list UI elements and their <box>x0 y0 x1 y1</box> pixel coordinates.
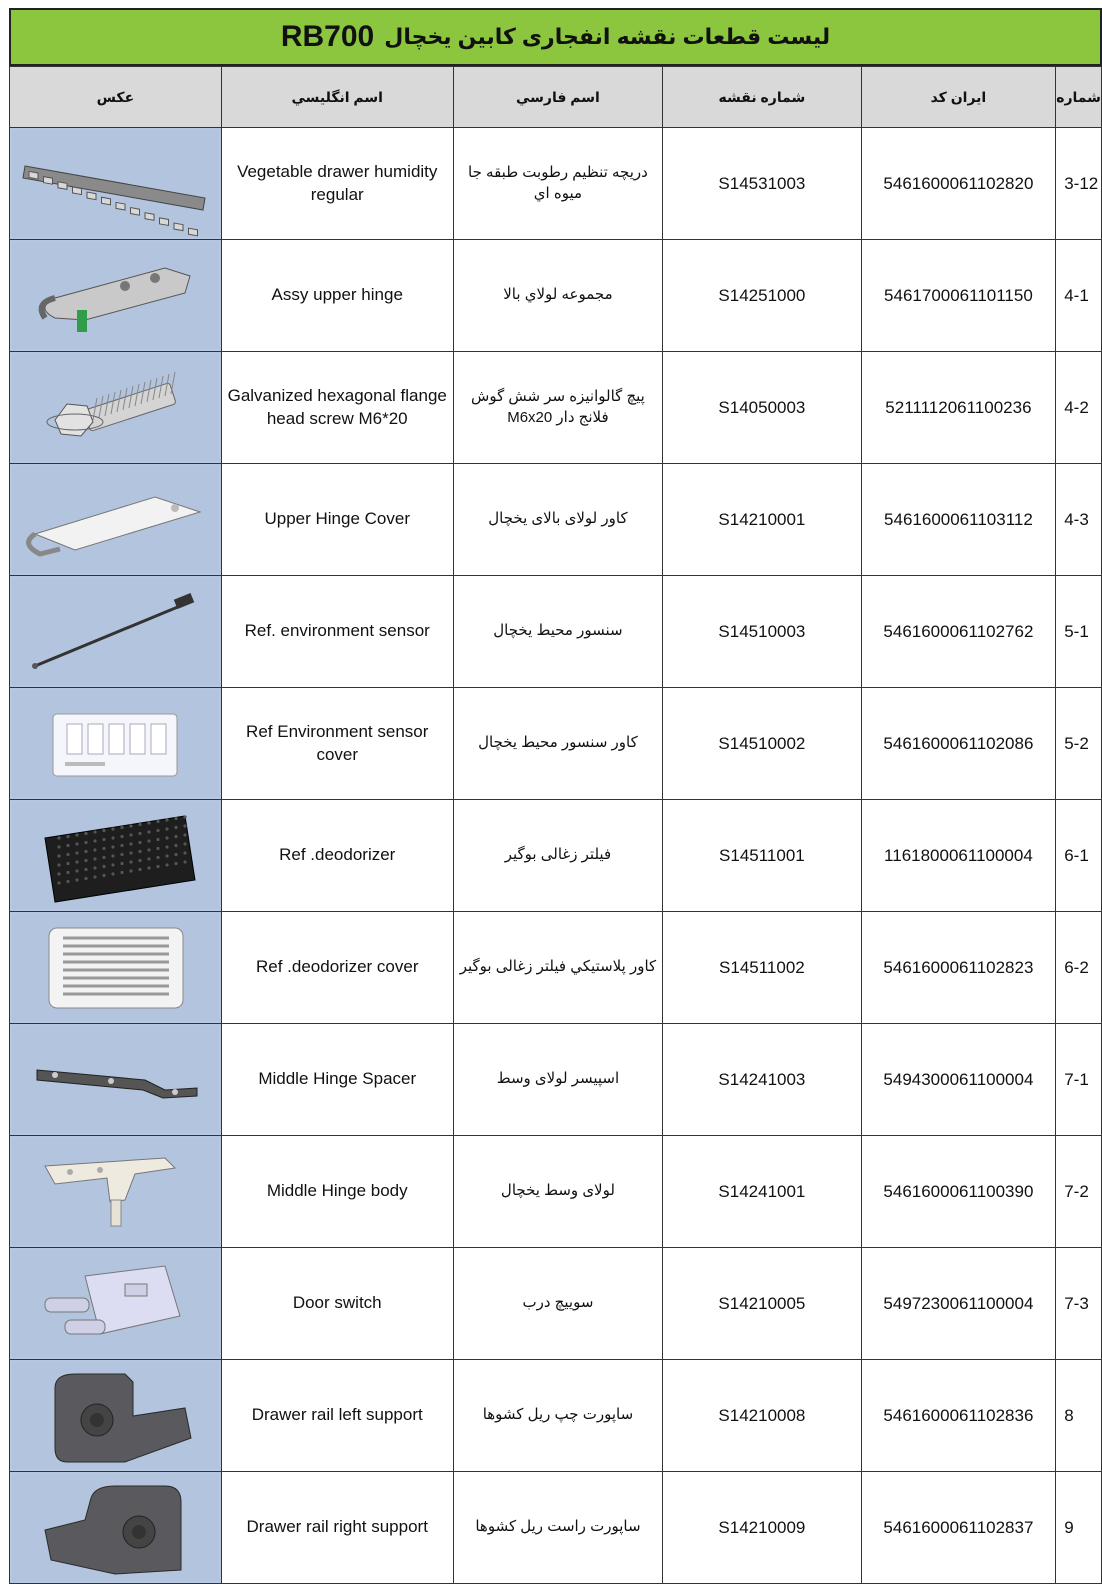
part-index: 4-2 <box>1056 352 1102 464</box>
part-photo-cell <box>10 800 222 912</box>
part-drawing-number: S14511002 <box>663 912 861 1024</box>
part-index: 7-2 <box>1056 1136 1102 1248</box>
part-index: 3-12 <box>1056 128 1102 240</box>
column-header-photo: عکس <box>10 67 222 128</box>
part-english-name: Ref .deodorizer <box>221 800 453 912</box>
sensor-cover-icon <box>12 690 219 797</box>
part-photo-cell <box>10 464 222 576</box>
part-drawing-number: S14210005 <box>663 1248 861 1360</box>
part-photo-cell <box>10 1248 222 1360</box>
deodorizer-cover-icon <box>12 914 219 1021</box>
part-iran-code: 1161800061100004 <box>861 800 1056 912</box>
part-index: 7-3 <box>1056 1248 1102 1360</box>
part-photo-cell <box>10 576 222 688</box>
part-index: 4-1 <box>1056 240 1102 352</box>
part-index: 6-2 <box>1056 912 1102 1024</box>
part-iran-code: 5461600061102762 <box>861 576 1056 688</box>
part-persian-name: کاور سنسور محیط یخچال <box>453 688 662 800</box>
part-drawing-number: S14241003 <box>663 1024 861 1136</box>
part-english-name: Door switch <box>221 1248 453 1360</box>
part-english-name: Assy upper hinge <box>221 240 453 352</box>
part-persian-name: كاور پلاستيكي فیلتر زغالی بوگیر <box>453 912 662 1024</box>
part-index: 5-2 <box>1056 688 1102 800</box>
part-iran-code: 5461600061102820 <box>861 128 1056 240</box>
part-index: 6-1 <box>1056 800 1102 912</box>
table-row <box>10 240 1102 352</box>
part-english-name: Drawer rail right support <box>221 1472 453 1584</box>
part-english-name: Drawer rail left support <box>221 1360 453 1472</box>
part-iran-code: 5211112061100236 <box>861 352 1056 464</box>
part-persian-name: فیلتر زغالی بوگیر <box>453 800 662 912</box>
column-header-persian: اسم فارسي <box>453 67 662 128</box>
part-drawing-number: S14531003 <box>663 128 861 240</box>
table-row <box>10 688 1102 800</box>
part-drawing-number: S14210009 <box>663 1472 861 1584</box>
part-index: 8 <box>1056 1360 1102 1472</box>
part-drawing-number: S14241001 <box>663 1136 861 1248</box>
upper-hinge-cover-icon <box>12 466 219 573</box>
table-header-row <box>10 67 1102 128</box>
part-iran-code: 5461600061102836 <box>861 1360 1056 1472</box>
part-drawing-number: S14510003 <box>663 576 861 688</box>
part-iran-code: 5461600061100390 <box>861 1136 1056 1248</box>
part-photo-cell <box>10 688 222 800</box>
part-iran-code: 5461700061101150 <box>861 240 1056 352</box>
column-header-english: اسم انگليسي <box>221 67 453 128</box>
table-row <box>10 576 1102 688</box>
hex-flange-screw-icon <box>12 354 219 461</box>
table-row <box>10 1472 1102 1584</box>
part-iran-code: 5461600061103112 <box>861 464 1056 576</box>
upper-hinge-assembly-icon <box>12 242 219 349</box>
part-photo-cell <box>10 912 222 1024</box>
title-bar <box>9 8 1102 66</box>
table-row <box>10 352 1102 464</box>
table-row <box>10 1024 1102 1136</box>
part-drawing-number: S14251000 <box>663 240 861 352</box>
part-english-name: Ref .deodorizer cover <box>221 912 453 1024</box>
humidity-regulator-strip-icon <box>12 130 219 237</box>
part-drawing-number: S14210001 <box>663 464 861 576</box>
part-persian-name: پيچ گالوانيزه سر شش گوش فلانج دار M6x20 <box>453 352 662 464</box>
part-drawing-number: S14210008 <box>663 1360 861 1472</box>
part-drawing-number: S14510002 <box>663 688 861 800</box>
part-index: 7-1 <box>1056 1024 1102 1136</box>
part-persian-name: سنسور محیط یخچال <box>453 576 662 688</box>
part-english-name: Middle Hinge body <box>221 1136 453 1248</box>
column-header-irancode: ايران كد <box>861 67 1056 128</box>
deodorizer-filter-icon <box>12 802 219 909</box>
part-persian-name: کاور لولای بالای یخچال <box>453 464 662 576</box>
part-index: 9 <box>1056 1472 1102 1584</box>
title-model: RB700 <box>280 20 375 53</box>
part-english-name: Middle Hinge Spacer <box>221 1024 453 1136</box>
part-photo-cell <box>10 240 222 352</box>
rail-right-support-icon <box>12 1474 219 1581</box>
part-persian-name: سوییچ درب <box>453 1248 662 1360</box>
table-row <box>10 800 1102 912</box>
part-persian-name: ساپورت چپ ریل کشوها <box>453 1360 662 1472</box>
part-iran-code: 5461600061102837 <box>861 1472 1056 1584</box>
table-row <box>10 1248 1102 1360</box>
part-photo-cell <box>10 1024 222 1136</box>
part-english-name: Galvanized hexagonal flange head screw M6*20 <box>221 352 453 464</box>
part-iran-code: 5461600061102823 <box>861 912 1056 1024</box>
part-iran-code: 5494300061100004 <box>861 1024 1056 1136</box>
part-index: 4-3 <box>1056 464 1102 576</box>
part-photo-cell <box>10 352 222 464</box>
part-photo-cell <box>10 1136 222 1248</box>
rail-left-support-icon <box>12 1362 219 1469</box>
part-drawing-number: S14050003 <box>663 352 861 464</box>
parts-table <box>9 66 1102 1584</box>
column-header-drawing: شماره نقشه <box>663 67 861 128</box>
middle-hinge-body-icon <box>12 1138 219 1245</box>
part-persian-name: مجموعه لولاي بالا <box>453 240 662 352</box>
table-row <box>10 1136 1102 1248</box>
table-row <box>10 912 1102 1024</box>
table-row <box>10 128 1102 240</box>
part-photo-cell <box>10 1360 222 1472</box>
part-persian-name: اسپیسر لولای وسط <box>453 1024 662 1136</box>
part-photo-cell <box>10 1472 222 1584</box>
part-english-name: Vegetable drawer humidity regular <box>221 128 453 240</box>
part-persian-name: لولای وسط یخچال <box>453 1136 662 1248</box>
column-header-index: شماره <box>1056 67 1102 128</box>
middle-hinge-spacer-icon <box>12 1026 219 1133</box>
part-photo-cell <box>10 128 222 240</box>
part-iran-code: 5497230061100004 <box>861 1248 1056 1360</box>
part-english-name: Upper Hinge Cover <box>221 464 453 576</box>
part-drawing-number: S14511001 <box>663 800 861 912</box>
table-row <box>10 1360 1102 1472</box>
part-iran-code: 5461600061102086 <box>861 688 1056 800</box>
environment-sensor-icon <box>12 578 219 685</box>
title-text: لیست قطعات نقشه انفجاری کابین یخچال <box>384 24 831 49</box>
part-persian-name: دريچه تنظيم رطوبت طبقه جا ميوه اي <box>453 128 662 240</box>
part-english-name: Ref Environment sensor cover <box>221 688 453 800</box>
part-persian-name: ساپورت راست ریل کشوها <box>453 1472 662 1584</box>
part-index: 5-1 <box>1056 576 1102 688</box>
door-switch-icon <box>12 1250 219 1357</box>
part-english-name: Ref. environment sensor <box>221 576 453 688</box>
table-row <box>10 464 1102 576</box>
parts-sheet <box>9 8 1102 1537</box>
